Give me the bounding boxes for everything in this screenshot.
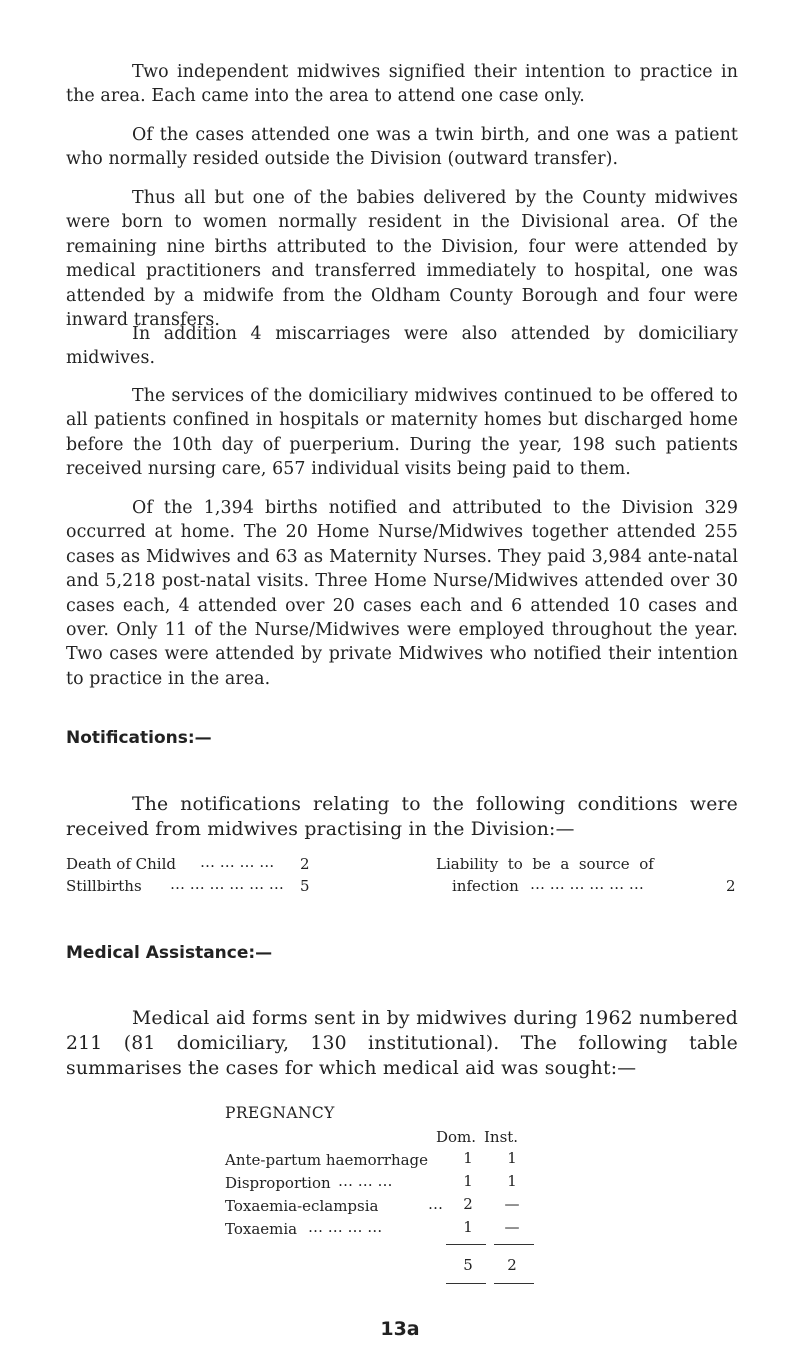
table-row-label: Toxaemia-eclampsia [225, 1197, 379, 1215]
paragraph-text: Two independent midwives signified their intention to practice in the area. Each came into the area to attend one case only. [66, 62, 738, 107]
table-cell-inst: — [504, 1195, 520, 1213]
paragraph-text: Of the cases attended one was a twin birth, and one was a patient who normally resided outside the Division (outward transfer). [66, 125, 738, 170]
table-cell-dom: 1 [463, 1218, 473, 1236]
paragraph-text: Of the 1,394 births notified and attributed to the Division 329 occurred at home. The 20 Home Nurse/Midwives together attended 255 cases as Midwives and 63 as Maternity Nurses. They paid 3,984 ante-natal and 5,218 post-natal visits. Three Home Nurse/Midwives attended over 30 cases each, 4 attended over 20 cases each and 6 attended 10 cases and over. Only 11 of the Nurse/Midwives were employed throughout the year. Two cases were attended by private Midwives who notified their intention to practice in the area. [66, 498, 738, 689]
leader-dots: … … … … … … [530, 875, 644, 893]
page-number: 13a [380, 1318, 420, 1340]
paragraph-text: In addition 4 miscarriages were also attended by domiciliary midwives. [66, 324, 738, 369]
notification-value-death-of-child: 2 [300, 855, 310, 873]
medical-assistance-heading: Medical Assistance:— [66, 943, 273, 963]
paragraph-independent-midwives [66, 60, 738, 109]
notification-value-stillbirths: 5 [300, 877, 310, 895]
paragraph-domiciliary-services [66, 384, 738, 482]
notification-label-stillbirths: Stillbirths [66, 877, 142, 895]
notification-label-infection: infection [452, 877, 519, 895]
total-rule-bottom-dom [446, 1283, 486, 1284]
notifications-intro [66, 792, 738, 842]
total-rule-top-dom [446, 1244, 486, 1245]
total-rule-bottom-inst [494, 1283, 534, 1284]
table-cell-dom: 1 [463, 1149, 473, 1167]
table-cell-inst: 1 [507, 1149, 517, 1167]
column-header-dom: Dom. [436, 1128, 477, 1146]
notification-label-death-of-child: Death of Child [66, 855, 176, 873]
leader-dots: … … … … [308, 1218, 383, 1236]
paragraph-miscarriages [66, 322, 738, 371]
notifications-heading: Notifications:— [66, 728, 212, 748]
medical-aid-paragraph [66, 1006, 738, 1081]
notification-label-liability: Liability to be a source of [436, 855, 654, 873]
paragraph-births-notified [66, 496, 738, 691]
leader-dots: … … … [338, 1172, 393, 1190]
leader-dots: … … … … [200, 853, 275, 871]
table-row-label: Disproportion [225, 1174, 331, 1192]
table-total-inst: 2 [507, 1256, 517, 1274]
paragraph-county-midwives [66, 186, 738, 332]
table-cell-inst: 1 [507, 1172, 517, 1190]
table-row-label: Ante-partum haemorrhage [225, 1151, 429, 1169]
column-header-inst: Inst. [484, 1128, 519, 1146]
paragraph-text: Thus all but one of the babies delivered by the County midwives were born to women normally resident in the Divisional area. Of the remaining nine births attributed to the Division, four were attended by medical practitioners and transferred immediately to hospital, one was attended by a midwife from the Oldham County Borough and four were inward transfers. [66, 188, 738, 331]
leader-dots: … [428, 1195, 443, 1213]
notification-value-infection: 2 [726, 877, 736, 895]
table-cell-inst: — [504, 1218, 520, 1236]
paragraph-twin-birth [66, 123, 738, 172]
paragraph-text: The services of the domiciliary midwives continued to be offered to all patients confined in hospitals or maternity homes but discharged home before the 10th day of puerperium. During the year, 198 such patients received nursing care, 657 individual visits being paid to them. [66, 386, 738, 480]
leader-dots: … … … … … … [170, 875, 284, 893]
paragraph-text: The notifications relating to the following conditions were received from midwives practising in the Division:— [66, 794, 738, 840]
table-title: PREGNANCY [225, 1104, 335, 1122]
table-row-label: Toxaemia [225, 1220, 298, 1238]
table-cell-dom: 1 [463, 1172, 473, 1190]
table-cell-dom: 2 [463, 1195, 473, 1213]
table-total-dom: 5 [463, 1256, 473, 1274]
paragraph-text: Medical aid forms sent in by midwives during 1962 numbered 211 (81 domiciliary, 130 institutional). The following table summarises the cases for which medical aid was sought:— [66, 1008, 738, 1079]
total-rule-top-inst [494, 1244, 534, 1245]
